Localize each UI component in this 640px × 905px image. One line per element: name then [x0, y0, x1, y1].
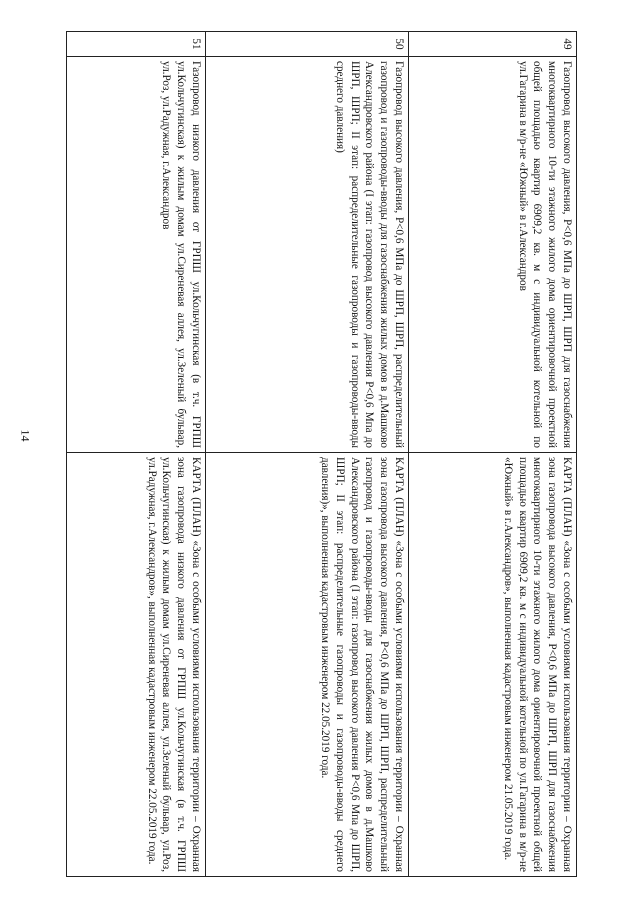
table-row: [206, 32, 409, 877]
zones-table: [66, 31, 577, 877]
map-description: КАРТА (ПЛАН) «Зона с особыми условиями использования территории – Охранная зона газопровода низкого давления от ГРПШ ул.Кольчугинская (в т.ч. ГРПШ ул.Кольчугинская) к жилым домам ул.Сиреневая аллея, ул.Зеленый бульвар, ул.Роз, ул.Радужная, г.Александров», выполненная кадастровым инженером 22.05.2019 года.: [67, 453, 206, 877]
object-description: Газопровод высокого давления, Р<0,6 МПа до ШРП, ШРП для газоснабжения многоквартирного 10-ти этажного жилого дома ориентировочной проектной общей площадью квартир 6909,2 кв. м с индивидуальной котельной по ул.Гагарина в м/р-не «Южный» в г.Александров: [409, 57, 577, 453]
row-number: 51: [67, 32, 206, 57]
object-description: Газопровод высокого давления, Р<0,6 МПа до ШРП, ШРП, распределительный газопровод и газопроводы-вводы для газоснабжения жилых домов в д.Машково Александровского района (I этап: газопровод высокого давления Р<0,6 Мпа до ШРП, ШРП; II этап: распределительные газопроводы и газопроводы-вводы среднего давления): [206, 57, 409, 453]
map-description: КАРТА (ПЛАН) «Зона с особыми условиями использования территории – Охранная зона газопровода высокого давления, Р<0,6 МПа до ШРП, ШРП, распределительный газопровод и газопроводы-вводы для газоснабжения жилых домов в д.Машково Александровского района (I этап: газопровод высокого давления Р<0,6 Мпа до ШРП, ШРП; II этап: распределительные газопроводы и газопроводы-вводы среднего давления)», выполненная кадастровым инженером 22.05.2019 года.: [206, 453, 409, 877]
table-row: [409, 32, 577, 877]
table-row: [67, 32, 206, 877]
row-number: 49: [409, 32, 577, 57]
row-number: 50: [206, 32, 409, 57]
page-number: 14: [18, 429, 33, 442]
map-description: КАРТА (ПЛАН) «Зона с особыми условиями использования территории – Охранная зона газопровода высокого давления, Р<0,6 МПа до ШРП, ШРП для газоснабжения многоквартирного 10-ти этажного жилого дома ориентировочной проектной общей площадью квартир 6909,2 кв. м с индивидуальной котельной по ул.Гагарина в м/р-не «Южный» в г.Александров», выполненная кадастровым инженером 21.05.2019 года.: [409, 453, 577, 877]
object-description: Газопровод низкого давления от ГРПШ ул.Кольчугинская (в т.ч. ГРПШ ул.Кольчугинская) к жилым домам ул.Сиреневая аллея, ул.Зеленый бульвар, ул.Роз, ул.Радужная, г.Александров: [67, 57, 206, 453]
